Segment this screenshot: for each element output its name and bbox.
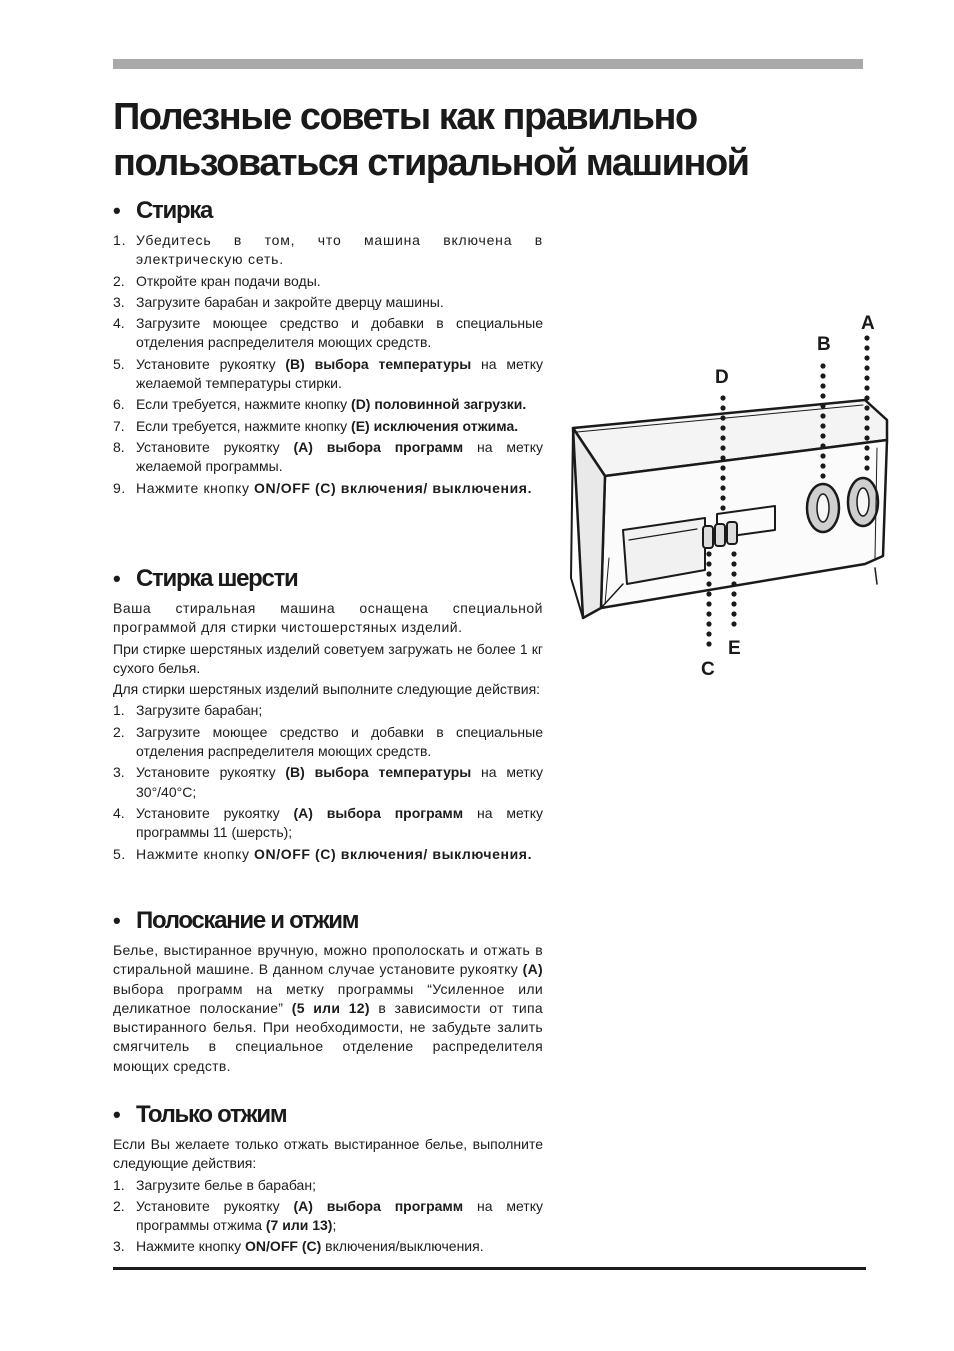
list-item: 8. Установите рукоятку (A) выбора программ на метку желаемой программы.	[113, 438, 543, 475]
top-bar	[113, 59, 863, 69]
paragraph: При стирке шерстяных изделий советуем загружать не более 1 кг сухого белья.	[113, 640, 543, 676]
list-item: 2. Загрузите моющее средство и добавки в специальные отделения распределителя моющих средств.	[113, 723, 543, 760]
list-item: 7. Если требуется, нажмите кнопку (E) исключения отжима.	[113, 417, 519, 434]
list-item: 1. Убедитесь в том, что машина включена в электрическую сеть.	[113, 232, 543, 268]
section-heading: • Стирка шерсти	[113, 565, 298, 592]
washing-steps	[113, 231, 543, 498]
label-c: C	[701, 659, 715, 680]
list-item: 9. Нажмите кнопку ON/OFF (C) включения/ выключения.	[113, 479, 533, 496]
page-title: Полезные советы как правильно пользоваться стиральной машиной	[113, 96, 749, 184]
list-item: 2. Установите рукоятку (A) выбора программ на метку программы отжима (7 или 13);	[113, 1197, 543, 1234]
list-item: 1. Загрузите белье в барабан;	[113, 1176, 316, 1193]
section-washing	[113, 196, 543, 500]
list-item: 3. Загрузите барабан и закройте дверцу машины.	[113, 293, 444, 310]
label-a: A	[861, 313, 875, 334]
list-item: 3. Нажмите кнопку ON/OFF (C) включения/выключения.	[113, 1238, 484, 1255]
paragraph: Для стирки шерстяных изделий выполните следующие действия:	[113, 681, 541, 698]
list-item: 1. Загрузите барабан;	[113, 702, 263, 719]
list-item: 5. Нажмите кнопку ON/OFF (C) включения/ выключения.	[113, 845, 533, 862]
section-spin	[113, 1100, 543, 1259]
section-rinse	[113, 906, 543, 1078]
wool-steps	[113, 701, 543, 863]
list-item: 2. Откройте кран подачи воды.	[113, 272, 321, 289]
list-item: 6. Если требуется, нажмите кнопку (D) половинной загрузки.	[113, 396, 527, 413]
paragraph: Ваша стиральная машина оснащена специальной программой для стирки чистошерстяных изделий.	[113, 600, 543, 636]
paragraph: Белье, выстиранное вручную, можно прополоскать и отжать в стиральной машине. В данном случае установите рукоятку (A) выбора программ на метку программы “Усиленное или деликатное полоскание” (5 или 12) в зависимости от типа выстиранного белья. При необходимости, не забудьте залить смягчитель в специальное отделение распределителя моющих средств.	[113, 942, 543, 1074]
section-heading: • Стирка	[113, 197, 213, 224]
list-item: 3. Установите рукоятку (B) выбора температуры на метку 30°/40°C;	[113, 764, 543, 800]
label-d: D	[715, 367, 729, 388]
label-b: B	[817, 334, 831, 355]
section-heading: • Полоскание и отжим	[113, 907, 359, 934]
label-e: E	[728, 638, 741, 659]
control-panel-illustration	[565, 308, 895, 688]
paragraph: Если Вы желаете только отжать выстиранное белье, выполните следующие действия:	[113, 1136, 543, 1172]
spin-steps	[113, 1176, 543, 1257]
panel-outline	[571, 400, 887, 618]
control-panel-drawing	[565, 308, 895, 688]
section-heading: • Только отжим	[113, 1101, 287, 1128]
list-item: 4. Установите рукоятку (A) выбора программ на метку программы 11 (шерсть);	[113, 804, 543, 841]
list-item: 4. Загрузите моющее средство и добавки в специальные отделения распределителя моющих средств.	[113, 315, 543, 351]
list-item: 5. Установите рукоятку (B) выбора температуры на метку желаемой температуры стирки.	[113, 355, 543, 392]
section-wool	[113, 564, 543, 866]
bottom-rule	[113, 1267, 866, 1270]
